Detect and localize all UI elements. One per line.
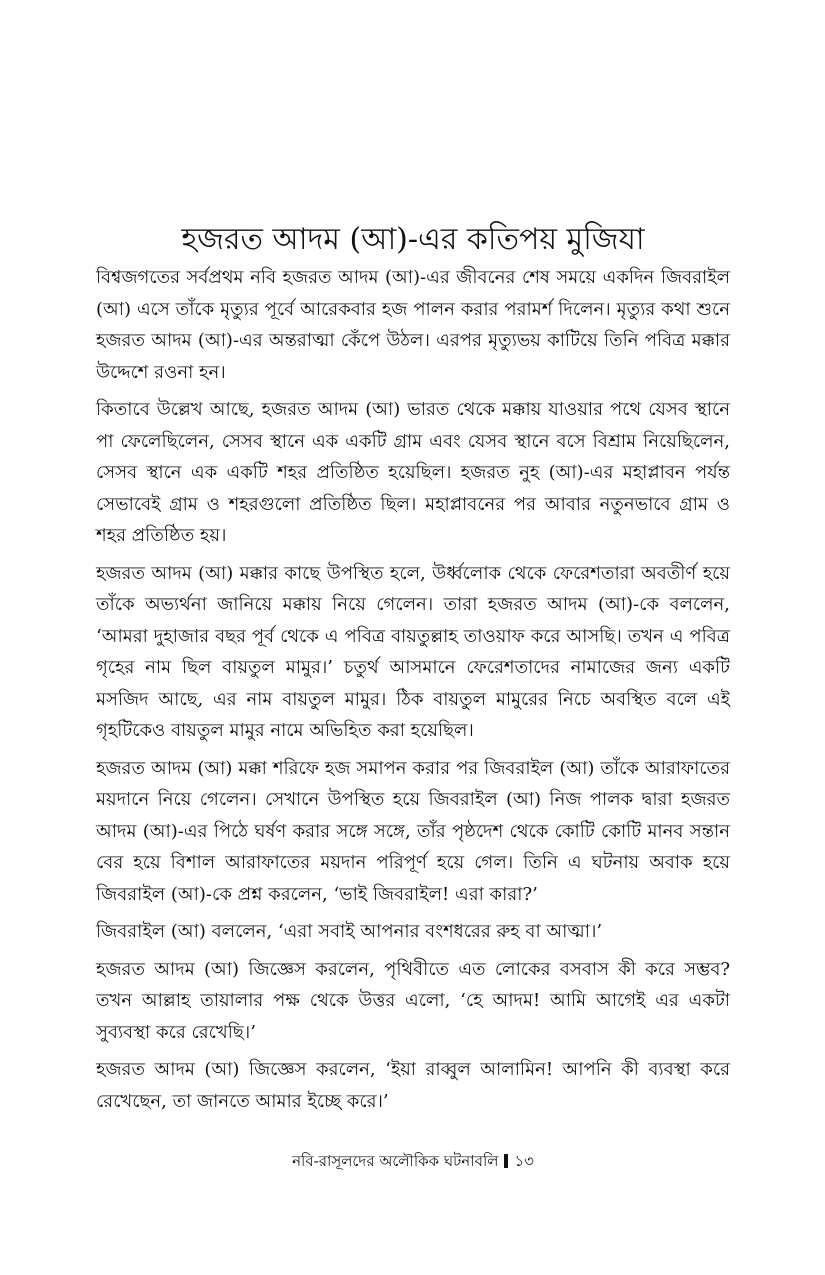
footer-separator xyxy=(504,1154,508,1168)
paragraph-2: কিতাবে উল্লেখ আছে, হজরত আদম (আ) ভারত থেকে মক্কায় যাওয়ার পথে যেসব স্থানে পা ফেলেছিলেন, সেসব স্থানে এক একটি গ্রাম এবং যেসব স্থানে বসে বিশ্রাম নিয়েছিলেন, সেসব স্থানে এক একটি শহর প্রতিষ্ঠিত হয়েছিল। হজরত নুহ (আ)-এর মহাপ্লাবন পর্যন্ত সেভাবেই গ্রাম ও শহরগুলো প্রতিষ্ঠিত ছিল। মহাপ্লাবনের পর আবার নতুনভাবে গ্রাম ও শহর প্রতিষ্ঠিত হয়। xyxy=(96,399,730,546)
paragraph-5: জিবরাইল (আ) বললেন, ‘এরা সবাই আপনার বংশধরের রুহ বা আত্মা।’ xyxy=(96,921,603,942)
page-number: ১৩ xyxy=(514,1152,534,1170)
paragraph-7: হজরত আদম (আ) জিজ্ঞেস করলেন, ‘ইয়া রাব্বুল আলামিন! আপনি কী ব্যবস্থা করে রেখেছেন, তা জানতে আমার ইচ্ছে করে।’ xyxy=(96,1059,730,1112)
page-footer xyxy=(96,1150,730,1172)
paragraph-3: হজরত আদম (আ) মক্কার কাছে উপস্থিত হলে, উর্ধ্বলোক থেকে ফেরেশতারা অবতীর্ণ হয়ে তাঁকে অভ্যর্থনা জানিয়ে মক্কায় নিয়ে গেলেন। তারা হজরত আদম (আ)-কে বললেন, ‘আমরা দুহাজার বছর পূর্ব থেকে এ পবিত্র বায়তুল্লাহ তাওয়াফ করে আসছি। তখন এ পবিত্র গৃহের নাম ছিল বায়তুল মামুর।’ চতুর্থ আসমানে ফেরেশতাদের নামাজের জন্য একটি মসজিদ আছে, এর নাম বায়তুল মামুর। ঠিক বায়তুল মামুরের নিচে অবস্থিত বলে এই গৃহটিকেও বায়তুল মামুর নামে অভিহিত করা হয়েছিল। xyxy=(96,562,730,741)
book-page xyxy=(96,0,730,1275)
body-text xyxy=(96,262,730,1123)
paragraph-1: বিশ্বজগতের সর্বপ্রথম নবি হজরত আদম (আ)-এর জীবনের শেষ সময়ে একদিন জিবরাইল (আ) এসে তাঁকে মৃত্যুর পূর্বে আরেকবার হজ পালন করার পরামর্শ দিলেন। মৃত্যুর কথা শুনে হজরত আদম (আ)-এর অন্তরাত্মা কেঁপে উঠল। এরপর মৃত্যুভয় কাটিয়ে তিনি পবিত্র মক্কার উদ্দেশে রওনা হন। xyxy=(96,267,730,383)
chapter-title: হজরত আদম (আ)-এর কতিপয় মুজিযা xyxy=(181,222,645,257)
footer-book-title: নবি-রাসূলদের অলৌকিক ঘটনাবলি xyxy=(292,1152,499,1170)
paragraph-4: হজরত আদম (আ) মক্কা শরিফে হজ সমাপন করার পর জিবরাইল (আ) তাঁকে আরাফাতের ময়দানে নিয়ে গেলেন। সেখানে উপস্থিত হয়ে জিবরাইল (আ) নিজ পালক দ্বারা হজরত আদম (আ)-এর পিঠে ঘর্ষণ করার সঙ্গে সঙ্গে, তাঁর পৃষ্ঠদেশ থেকে কোটি কোটি মানব সন্তান বের হয়ে বিশাল আরাফাতের ময়দান পরিপূর্ণ হয়ে গেল। তিনি এ ঘটনায় অবাক হয়ে জিবরাইল (আ)-কে প্রশ্ন করলেন, ‘ভাই জিবরাইল! এরা কারা?’ xyxy=(96,757,730,905)
paragraph-6: হজরত আদম (আ) জিজ্ঞেস করলেন, পৃথিবীতে এত লোকের বসবাস কী করে সম্ভব? তখন আল্লাহ তায়ালার পক্ষ থেকে উত্তর এলো, ‘হে আদম! আমি আগেই এর একটা সুব্যবস্থা করে রেখেছি।’ xyxy=(96,958,730,1043)
